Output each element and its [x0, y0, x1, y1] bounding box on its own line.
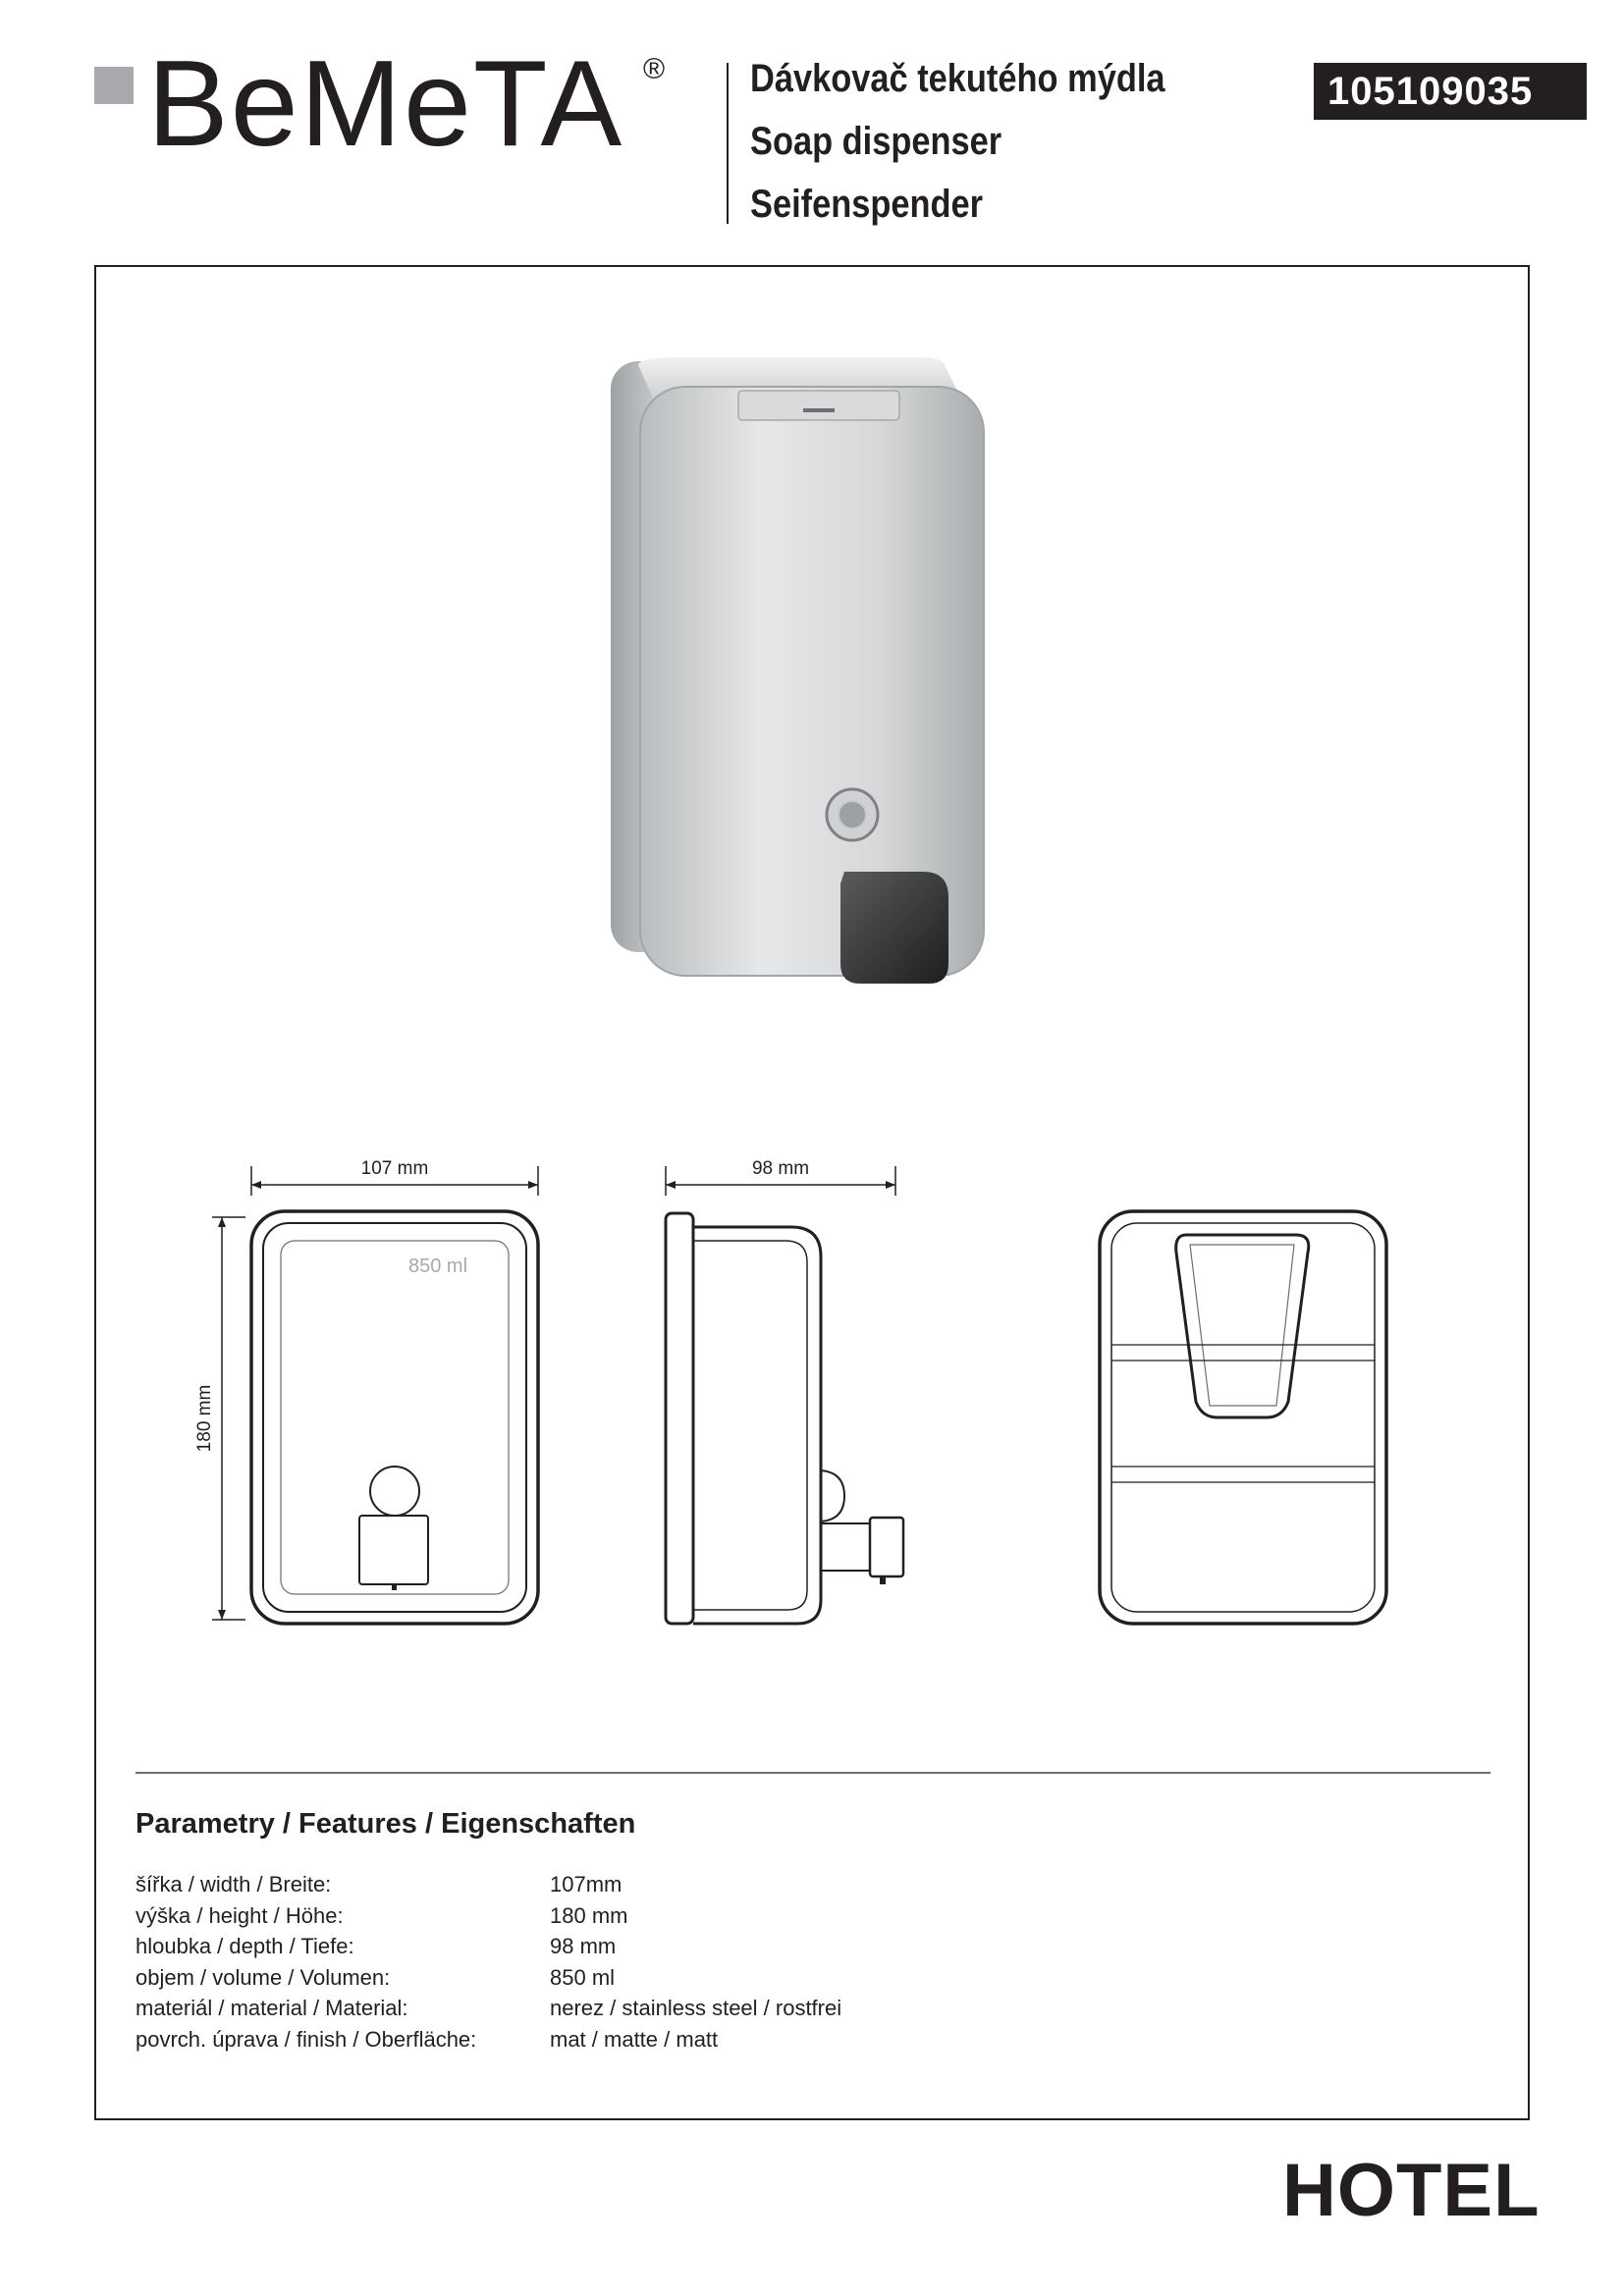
feature-row-finish [135, 2024, 1019, 2056]
title-czech: Dávkovač tekutého mýdla [750, 57, 1165, 100]
title-german: Seifenspender [750, 183, 984, 226]
feature-value: 107mm [550, 1872, 623, 1896]
feature-label: výška / height / Höhe: [135, 1902, 344, 1928]
side-view-drawing [666, 1166, 903, 1624]
width-dimension-label: 107 mm [360, 1158, 429, 1179]
refill-lid [738, 391, 899, 420]
features-divider [135, 1772, 1490, 1774]
push-button [840, 872, 948, 984]
registered-mark: ® [643, 53, 666, 85]
feature-value: nerez / stainless steel / rostfrei [550, 1996, 842, 2020]
feature-value: 180 mm [550, 1902, 628, 1928]
feature-row-material [135, 1993, 1019, 2024]
product-photo [611, 357, 984, 984]
feature-value: 98 mm [550, 1934, 617, 1958]
volume-marking: 850 ml [407, 1255, 468, 1277]
front-view-drawing [212, 1166, 538, 1624]
feature-label: povrch. úprava / finish / Oberfläche: [135, 2026, 477, 2052]
brand-logo: BeMeTA [147, 36, 624, 172]
feature-row-width [135, 1869, 1019, 1900]
features-title: Parametry / Features / Eigenschaften [135, 1808, 636, 1840]
lid-keyhole [803, 408, 835, 412]
height-dimension-label: 180 mm [194, 1384, 215, 1453]
product-code-badge: 105109035 [1314, 63, 1587, 120]
feature-label: materiál / material / Material: [135, 1996, 408, 2020]
depth-dimension-label: 98 mm [751, 1158, 810, 1179]
features-list [135, 1869, 1019, 2055]
feature-value: mat / matte / matt [550, 2026, 719, 2052]
category-label: HOTEL [1282, 2149, 1541, 2232]
title-english: Soap dispenser [750, 120, 1002, 163]
feature-label: objem / volume / Volumen: [135, 1964, 391, 1990]
feature-value: 850 ml [550, 1964, 616, 1990]
feature-row-height [135, 1900, 1019, 1932]
feature-row-volume [135, 1962, 1019, 1994]
back-view-drawing [1100, 1211, 1386, 1624]
feature-label: šířka / width / Breite: [135, 1872, 332, 1896]
feature-row-depth [135, 1931, 1019, 1962]
feature-label: hloubka / depth / Tiefe: [135, 1934, 354, 1958]
